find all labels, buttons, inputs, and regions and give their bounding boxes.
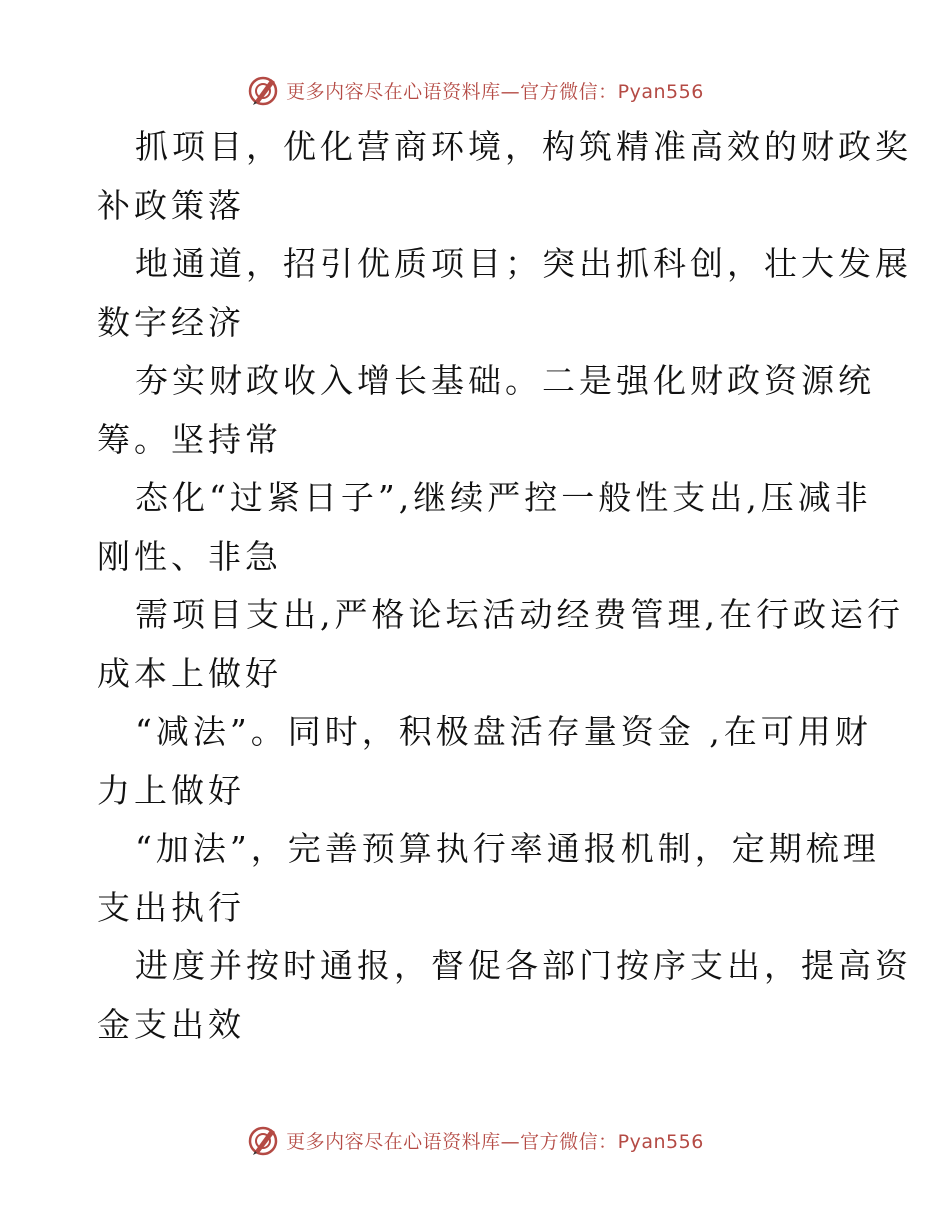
body-line: 刚性、非急 [97, 536, 282, 576]
body-line: 夯实财政收入增长基础。二是强化财政资源统 [135, 361, 875, 400]
header-banner [0, 70, 950, 110]
body-line: 补政策落 [97, 185, 245, 225]
body-line: 支出执行 [97, 887, 245, 927]
body-line: 需项目支出,严格论坛活动经费管理,在行政运行 [135, 595, 904, 634]
pen-logo-icon [246, 73, 280, 107]
body-line: 态化“过紧日子”,继续严控一般性支出,压减非 [135, 478, 872, 517]
body-line: 抓项目，优化营商环境，构筑精准高效的财政奖 [135, 127, 912, 166]
body-line: “加法”，完善预算执行率通报机制，定期梳理 [135, 829, 880, 868]
header-banner-text: 更多内容尽在心语资料库—官方微信：Pyan556 [286, 80, 704, 103]
body-line: 地通道，招引优质项目；突出抓科创，壮大发展 [135, 244, 912, 283]
body-line: 成本上做好 [97, 653, 282, 693]
body-line: 力上做好 [97, 770, 245, 810]
document-body [97, 118, 912, 1054]
body-line: 数字经济 [97, 302, 245, 342]
body-line: 金支出效 [97, 1004, 245, 1044]
body-line: “减法”。同时，积极盘活存量资金 ,在可用财 [135, 712, 872, 751]
footer-banner-text: 更多内容尽在心语资料库—官方微信：Pyan556 [286, 1130, 704, 1153]
footer-banner [0, 1120, 950, 1160]
pen-logo-icon [246, 1123, 280, 1157]
body-line: 进度并按时通报，督促各部门按序支出，提高资 [135, 946, 912, 985]
body-line: 筹。坚持常 [97, 419, 282, 459]
